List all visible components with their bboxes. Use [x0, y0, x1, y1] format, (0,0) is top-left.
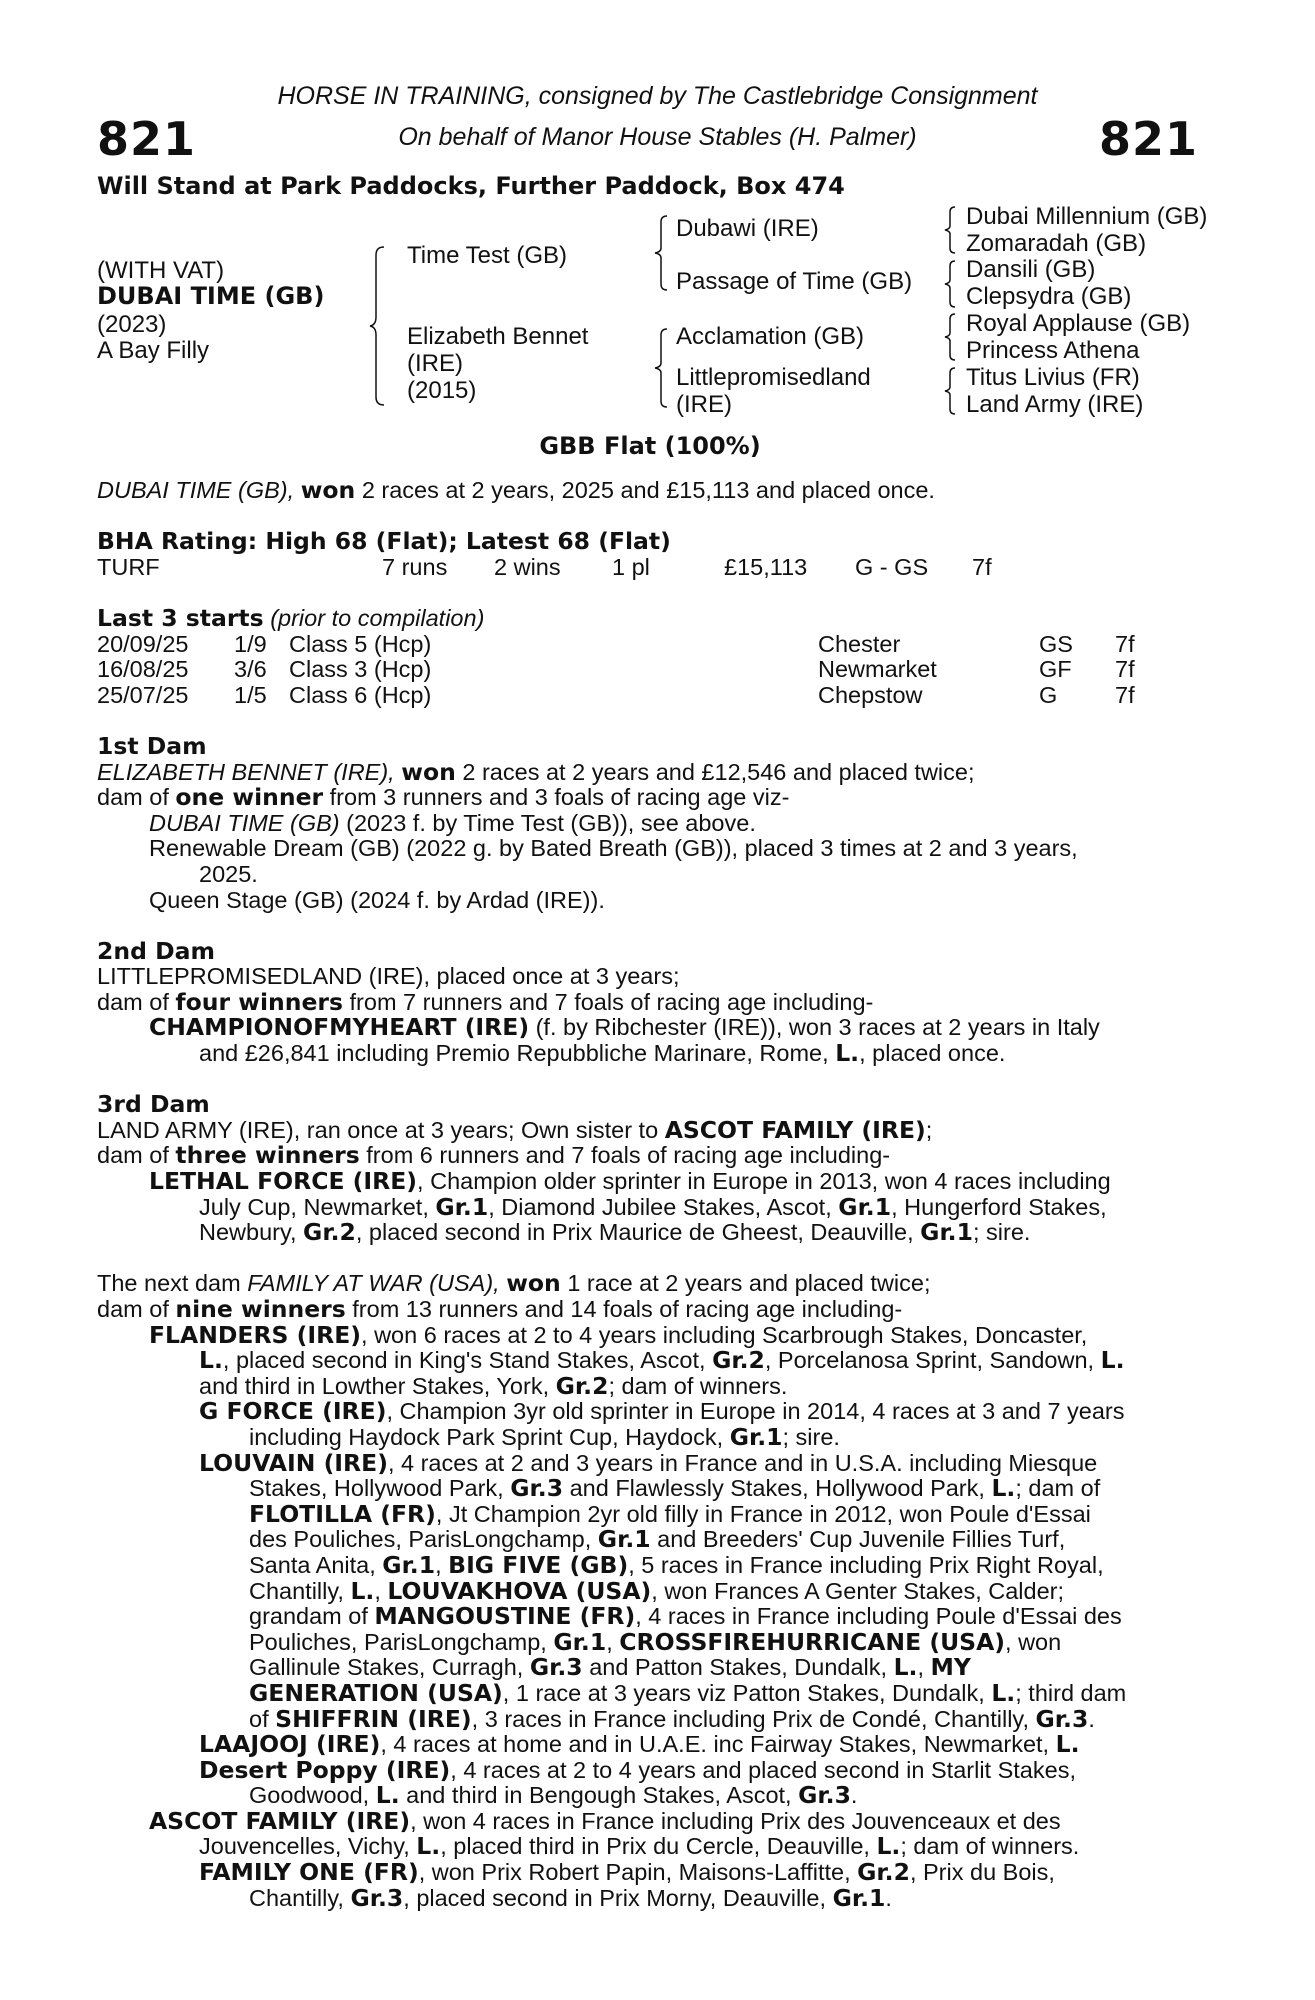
- progeny-entry-cont: Gallinule Stakes, Curragh, Gr.3 and Patton Stakes, Dundalk, L., MY: [249, 1653, 971, 1682]
- progeny-entry: FAMILY ONE (FR), won Prix Robert Papin, Maisons-Laffitte, Gr.2, Prix du Bois,: [199, 1858, 1055, 1887]
- pedigree-bracket-dam: [655, 327, 673, 409]
- progeny-entry-cont: 2025.: [199, 860, 258, 887]
- progeny-entry-cont: grandam of MANGOUSTINE (FR), 4 races in France including Poule d'Essai des: [249, 1602, 1122, 1631]
- progeny-entry-cont: des Pouliches, ParisLongchamp, Gr.1 and Breeders' Cup Juvenile Fillies Turf,: [249, 1525, 1066, 1554]
- pedigree-bracket-g3c: [945, 312, 959, 362]
- dam-sire: Acclamation (GB): [676, 323, 865, 350]
- progeny-entry: FLANDERS (IRE), won 6 races at 2 to 4 years including Scarbrough Stakes, Doncaster,: [149, 1320, 1088, 1349]
- dam-sire-sire: Royal Applause (GB): [966, 310, 1191, 337]
- first-dam-produce: dam of one winner from 3 runners and 3 foals of racing age viz-: [97, 783, 790, 812]
- progeny-entry: Desert Poppy (IRE), 4 races at 2 to 4 years and placed second in Starlit Stakes,: [199, 1755, 1076, 1784]
- dam-dam-sire: Titus Livius (FR): [966, 364, 1140, 391]
- third-dam-produce: dam of three winners from 6 runners and 7 foals of racing age including-: [97, 1141, 891, 1170]
- dam-name-line2: (IRE): [407, 350, 463, 377]
- progeny-entry: Queen Stage (GB) (2024 f. by Ardad (IRE)).: [149, 886, 605, 913]
- sire-dam-sire: Dansili (GB): [966, 256, 1096, 283]
- sire-sire-sire: Dubai Millennium (GB): [966, 203, 1208, 230]
- dam-year: (2015): [407, 377, 477, 404]
- sire-name: Time Test (GB): [407, 242, 568, 269]
- bha-rating: BHA Rating: High 68 (Flat); Latest 68 (Flat): [97, 527, 671, 556]
- progeny-entry: LOUVAIN (IRE), 4 races at 2 and 3 years in France and in U.S.A. including Miesque: [199, 1448, 1098, 1477]
- consignor-line: HORSE IN TRAINING, consigned by The Castlebridge Consignment: [277, 82, 1038, 110]
- sire-sire-dam: Zomaradah (GB): [966, 230, 1147, 257]
- turf-record: TURF 7 runs 2 wins 1 pl £15,113 G - GS 7f: [97, 553, 992, 580]
- second-dam-title: 2nd Dam: [97, 936, 215, 965]
- next-dam-produce: dam of nine winners from 13 runners and 14 foals of racing age including-: [97, 1295, 903, 1323]
- dam-dam-line1: Littlepromisedland: [676, 364, 871, 391]
- second-dam-line: LITTLEPROMISEDLAND (IRE), placed once at 3 years;: [97, 963, 680, 990]
- progeny-entry-cont: Jouvencelles, Vichy, L., placed third in Prix du Cercle, Deauville, L.; dam of winners.: [199, 1832, 1080, 1861]
- progeny-entry-cont: GENERATION (USA), 1 race at 3 years viz Patton Stakes, Dundalk, L.; third dam: [249, 1678, 1127, 1707]
- dam-dam-dam: Land Army (IRE): [966, 391, 1144, 418]
- progeny-entry-cont: Goodwood, L. and third in Bengough Stakes, Ascot, Gr.3.: [249, 1781, 858, 1810]
- progeny-entry: G FORCE (IRE), Champion 3yr old sprinter in Europe in 2014, 4 races at 3 and 7 years: [199, 1397, 1125, 1426]
- progeny-entry-cont: Chantilly, L., LOUVAKHOVA (USA), won Frances A Genter Stakes, Calder;: [249, 1576, 1065, 1605]
- progeny-entry-cont: FLOTILLA (FR), Jt Champion 2yr old filly in France in 2012, won Poule d'Essai: [249, 1499, 1091, 1528]
- dam-sire-dam: Princess Athena: [966, 337, 1140, 364]
- start-row: 25/07/25 1/5 Class 6 (Hcp) Chepstow G 7f: [97, 681, 1135, 708]
- catalogue-body: [97, 478, 1207, 1911]
- dam-dam-line2: (IRE): [676, 391, 732, 418]
- pedigree-bracket-g3d: [945, 366, 959, 416]
- horse-name: DUBAI TIME (GB): [97, 282, 325, 310]
- vendor-line: On behalf of Manor House Stables (H. Palmer): [398, 123, 917, 151]
- pedigree-bracket-sire: [655, 214, 673, 292]
- start-row: 16/08/25 3/6 Class 3 (Hcp) Newmarket GF 7f: [97, 656, 1135, 683]
- horse-year: (2023): [97, 311, 167, 338]
- sire-dam-dam: Clepsydra (GB): [966, 283, 1132, 310]
- sire-sire: Dubawi (IRE): [676, 215, 819, 242]
- progeny-entry-cont: Stakes, Hollywood Park, Gr.3 and Flawlessly Stakes, Hollywood Park, L.; dam of: [249, 1474, 1101, 1503]
- progeny-entry-cont: Pouliches, ParisLongchamp, Gr.1, CROSSFIREHURRICANE (USA), won: [249, 1627, 1062, 1656]
- gbb-rating: GBB Flat (100%): [539, 432, 761, 460]
- pedigree-bracket-g3b: [945, 259, 959, 309]
- progeny-entry: CHAMPIONOFMYHEART (IRE) (f. by Ribchester (IRE)), won 3 races at 2 years in Italy: [149, 1013, 1100, 1042]
- progeny-entry-cont: Santa Anita, Gr.1, BIG FIVE (GB), 5 races in France including Prix Right Royal,: [249, 1550, 1104, 1579]
- sire-dam: Passage of Time (GB): [676, 268, 913, 295]
- progeny-entry-cont: July Cup, Newmarket, Gr.1, Diamond Jubilee Stakes, Ascot, Gr.1, Hungerford Stakes,: [199, 1192, 1107, 1221]
- progeny-entry: ASCOT FAMILY (IRE), won 4 races in France including Prix des Jouvenceaux et des: [149, 1806, 1061, 1835]
- progeny-entry-cont: and £26,841 including Premio Repubbliche Marinare, Rome, L., placed once.: [199, 1039, 1006, 1068]
- progeny-entry: DUBAI TIME (GB) (2023 f. by Time Test (GB)), see above.: [149, 809, 756, 836]
- progeny-entry-cont: Newbury, Gr.2, placed second in Prix Maurice de Gheest, Deauville, Gr.1; sire.: [199, 1218, 1031, 1247]
- progeny-entry-cont: Chantilly, Gr.3, placed second in Prix Morny, Deauville, Gr.1.: [249, 1883, 892, 1912]
- progeny-entry-cont: including Haydock Park Sprint Cup, Haydock, Gr.1; sire.: [249, 1422, 840, 1451]
- stand-location: Will Stand at Park Paddocks, Further Paddock, Box 474: [97, 172, 845, 200]
- next-dam-line: The next dam FAMILY AT WAR (USA), won 1 race at 2 years and placed twice;: [97, 1269, 931, 1298]
- lot-number-left: 821: [97, 112, 197, 166]
- progeny-entry: LAAJOOJ (IRE), 4 races at home and in U.A.E. inc Fairway Stakes, Newmarket, L.: [199, 1730, 1080, 1759]
- start-row: 20/09/25 1/9 Class 5 (Hcp) Chester GS 7f: [97, 630, 1135, 657]
- first-dam-title: 1st Dam: [97, 731, 207, 760]
- vat-note: (WITH VAT): [97, 257, 225, 284]
- third-dam-line: LAND ARMY (IRE), ran once at 3 years; Own sister to ASCOT FAMILY (IRE);: [97, 1115, 933, 1144]
- progeny-entry: Renewable Dream (GB) (2022 g. by Bated Breath (GB)), placed 3 times at 2 and 3 years,: [149, 835, 1078, 862]
- horse-description: A Bay Filly: [97, 337, 210, 364]
- progeny-entry: LETHAL FORCE (IRE), Champion older sprinter in Europe in 2013, won 4 races including: [149, 1167, 1111, 1196]
- lot-number-right: 821: [1098, 112, 1198, 166]
- progeny-entry-cont: L., placed second in King's Stand Stakes, Ascot, Gr.2, Porcelanosa Sprint, Sandown, L.: [199, 1346, 1125, 1375]
- progeny-entry-cont: of SHIFFRIN (IRE), 3 races in France including Prix de Condé, Chantilly, Gr.3.: [249, 1704, 1095, 1733]
- dam-name-line1: Elizabeth Bennet: [407, 323, 589, 350]
- summary-line: DUBAI TIME (GB), won 2 races at 2 years, 2025 and £15,113 and placed once.: [97, 476, 935, 504]
- second-dam-produce: dam of four winners from 7 runners and 7 foals of racing age including-: [97, 987, 874, 1016]
- last-starts-title: Last 3 starts (prior to compilation): [97, 603, 485, 632]
- progeny-entry-cont: and third in Lowther Stakes, York, Gr.2; dam of winners.: [199, 1371, 788, 1400]
- first-dam-line: ELIZABETH BENNET (IRE), won 2 races at 2 years and £12,546 and placed twice;: [97, 757, 975, 786]
- pedigree-bracket-g3a: [945, 205, 959, 255]
- pedigree-bracket-main: [370, 245, 390, 407]
- third-dam-title: 3rd Dam: [97, 1090, 210, 1119]
